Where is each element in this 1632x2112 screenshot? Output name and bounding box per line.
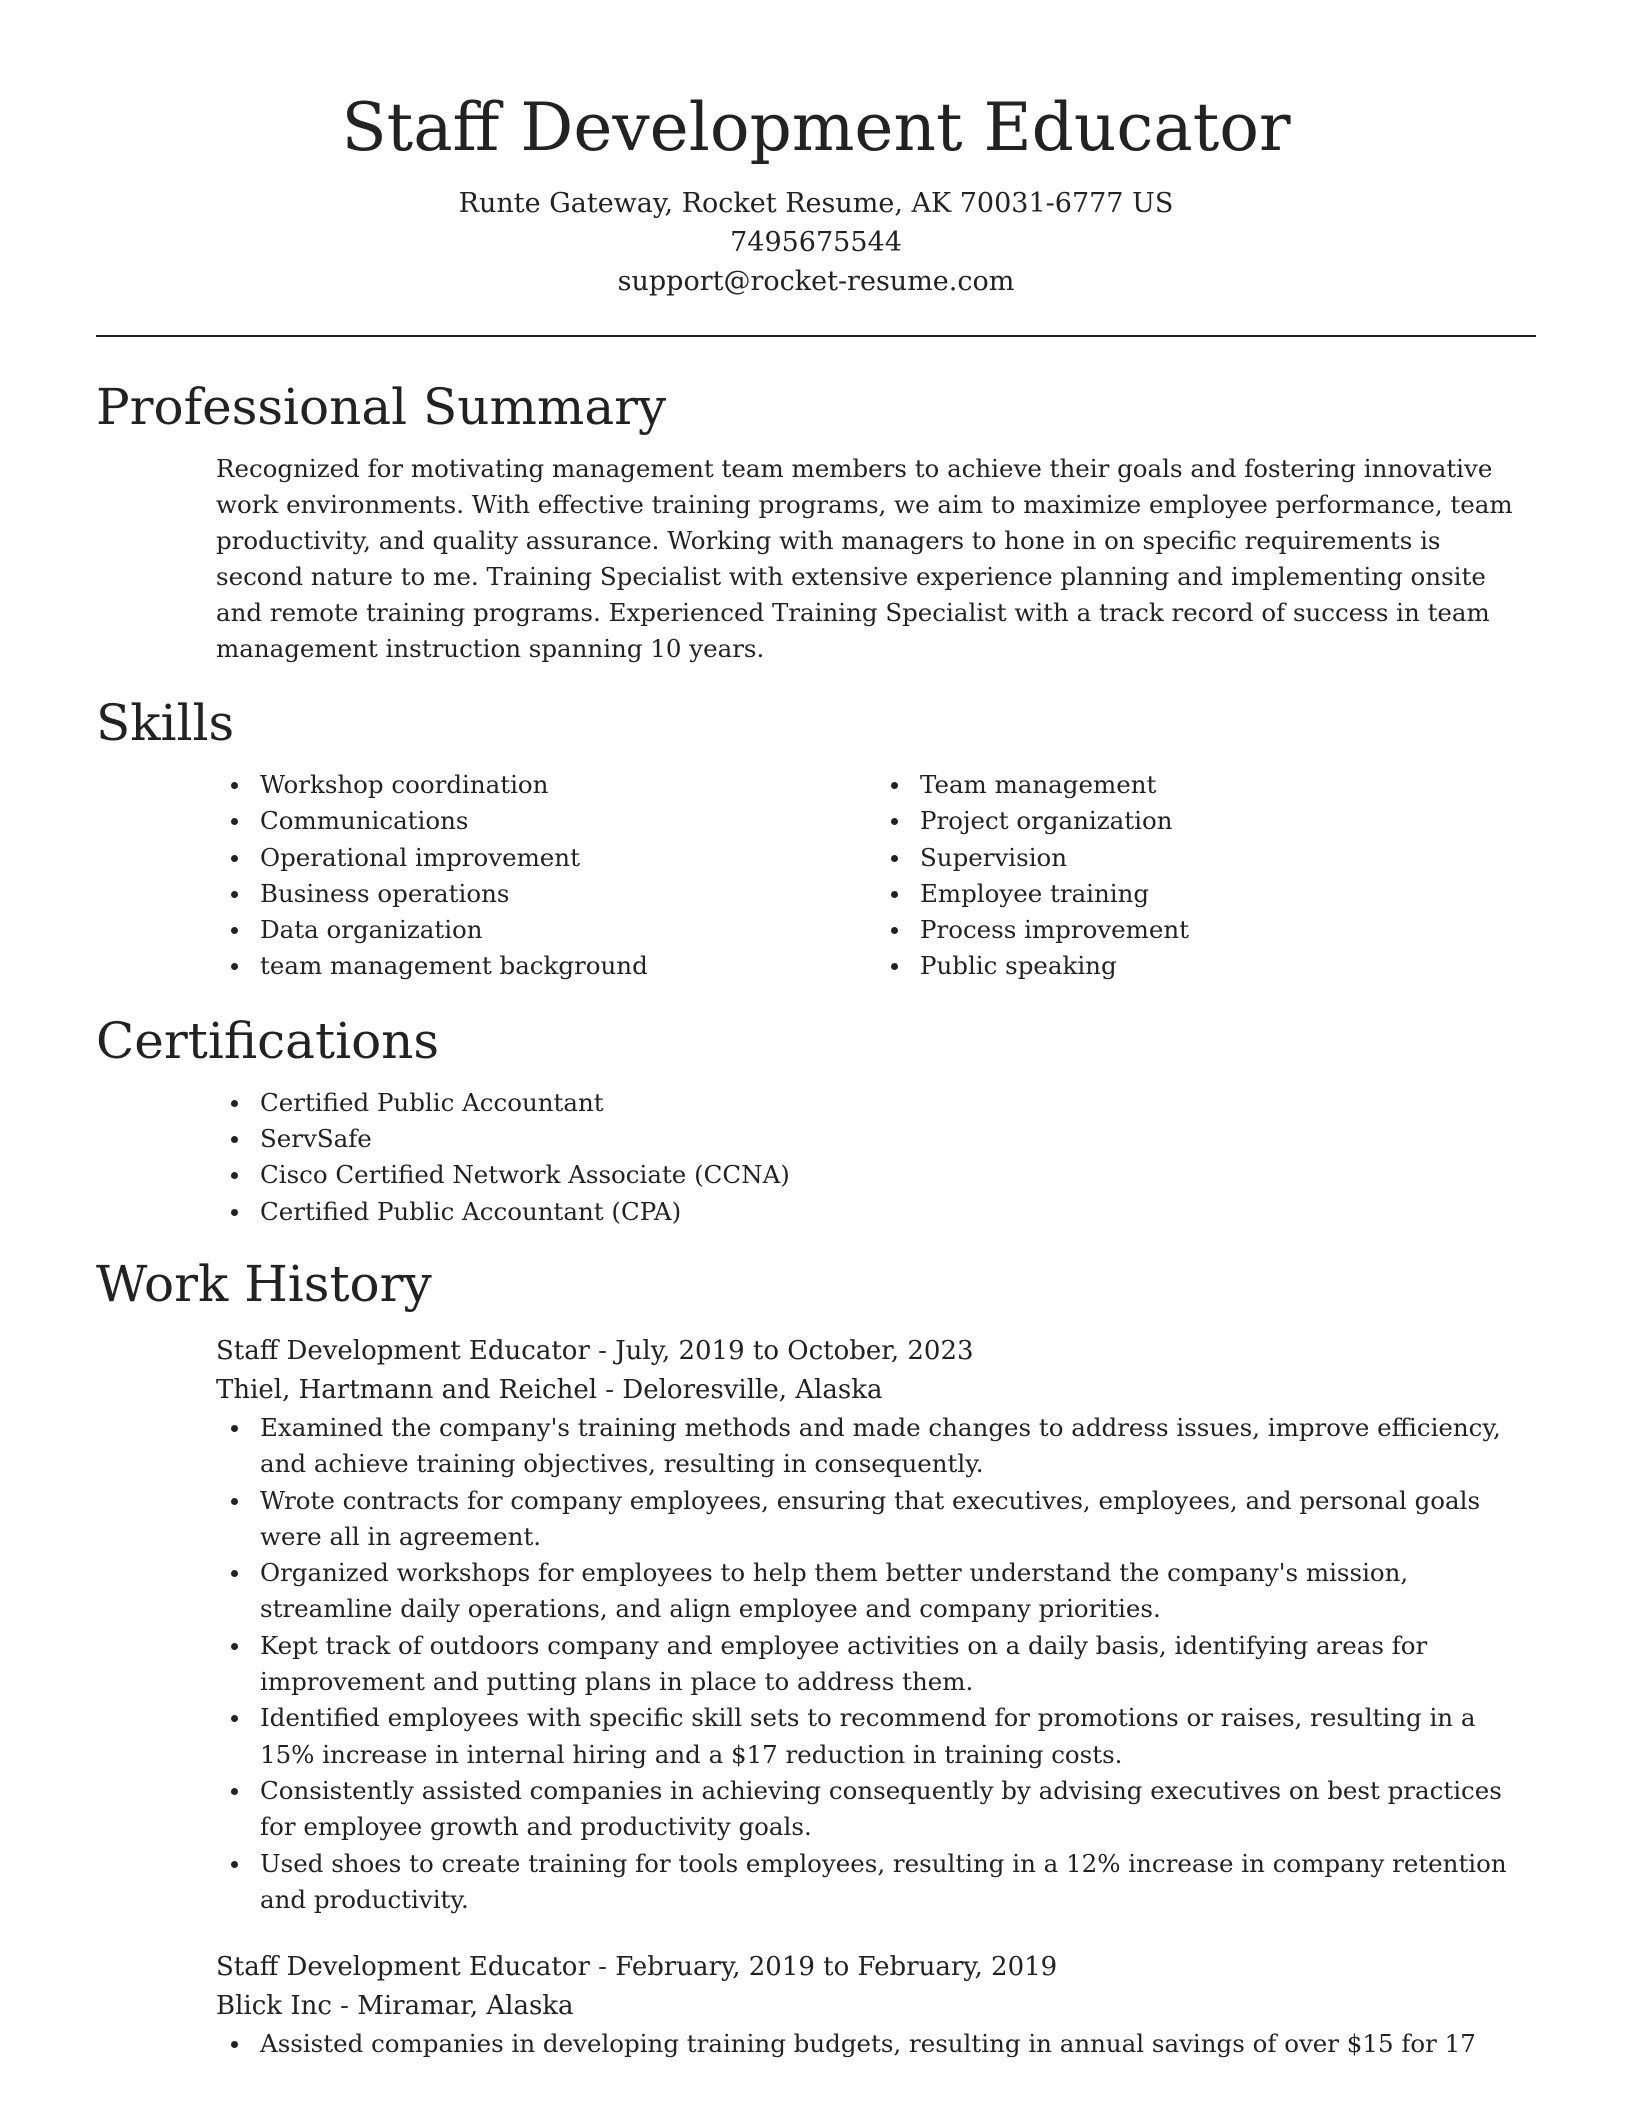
- contact-address: Runte Gateway, Rocket Resume, AK 70031-6777 US: [458, 188, 1174, 219]
- certification-item: ServSafe: [260, 1121, 1536, 1157]
- job-bullet: Identified employees with specific skill sets to recommend for promotions or raises, resulting in a 15% increase in internal hiring and a $17 reduction in training costs.: [260, 1700, 1536, 1773]
- certifications-list: [216, 1085, 1536, 1230]
- certification-item: Certified Public Accountant (CPA): [260, 1194, 1536, 1230]
- skills-column-left: [216, 767, 876, 985]
- skill-item: Team management: [920, 767, 1536, 803]
- section-title-summary: Professional Summary: [96, 378, 667, 436]
- contact-phone: 7495675544: [730, 227, 902, 258]
- contact-block: [96, 184, 1536, 301]
- skill-item: Data organization: [260, 912, 876, 948]
- skill-item: Supervision: [920, 840, 1536, 876]
- certification-item: Certified Public Accountant: [260, 1085, 1536, 1121]
- job-company: Blick Inc: [216, 1991, 332, 2022]
- job-separator: -: [589, 1335, 616, 1366]
- job-entry: [216, 1332, 1536, 1918]
- job-bullet: Wrote contracts for company employees, ensuring that executives, employees, and personal goals were all in agreement.: [260, 1483, 1536, 1556]
- job-role: Staff Development Educator: [216, 1952, 590, 1983]
- job-bullet: Consistently assisted companies in achieving consequently by advising executives on best practices for employee growth and productivity goals.: [260, 1773, 1536, 1846]
- skill-item: Business operations: [260, 876, 876, 912]
- job-bullet: Used shoes to create training for tools employees, resulting in a 12% increase in company retention and productivity.: [260, 1846, 1536, 1919]
- skill-item: Operational improvement: [260, 840, 876, 876]
- header-divider: [96, 335, 1536, 337]
- job-company-line: [216, 1987, 1536, 2026]
- job-bullets: [216, 1410, 1536, 1918]
- job-separator: -: [597, 1374, 623, 1405]
- job-location: Deloresville, Alaska: [622, 1374, 883, 1405]
- resume-name: Staff Development Educator: [341, 89, 1291, 166]
- job-location: Miramar, Alaska: [357, 1991, 574, 2022]
- section-title-work-history: Work History: [96, 1254, 432, 1313]
- job-role: Staff Development Educator: [216, 1335, 590, 1366]
- job-company: Thiel, Hartmann and Reichel: [216, 1374, 598, 1405]
- job-bullet: Organized workshops for employees to help them better understand the company's mission, streamline daily operations, and align employee and company priorities.: [260, 1555, 1536, 1628]
- job-title-line: [216, 1948, 1536, 1987]
- contact-email: support@rocket-resume.com: [617, 266, 1015, 297]
- job-bullet: Kept track of outdoors company and employee activities on a daily basis, identifying areas for improvement and putting plans in place to address them.: [260, 1628, 1536, 1701]
- skill-item: Project organization: [920, 803, 1536, 839]
- skill-item: Communications: [260, 803, 876, 839]
- skill-item: Workshop coordination: [260, 767, 876, 803]
- resume-page: [96, 0, 1536, 2062]
- job-entry: [216, 1948, 1536, 2062]
- certifications-bullets: [216, 1085, 1536, 1230]
- job-dates: July, 2019 to October, 2023: [615, 1335, 974, 1366]
- job-separator: -: [589, 1952, 616, 1983]
- job-dates: February, 2019 to February, 2019: [615, 1952, 1058, 1983]
- job-separator: -: [331, 1991, 358, 2022]
- section-title-certifications: Certifications: [96, 1011, 440, 1070]
- job-bullet: Assisted companies in developing training budgets, resulting in annual savings of over $15 for 17: [260, 2026, 1536, 2062]
- skill-item: Public speaking: [920, 948, 1536, 984]
- skill-item: Employee training: [920, 876, 1536, 912]
- job-bullets: [216, 2026, 1536, 2062]
- skill-item: team management background: [260, 948, 876, 984]
- skills-column-right: [876, 767, 1536, 985]
- job-bullet: Examined the company's training methods and made changes to address issues, improve efficiency, and achieve training objectives, resulting in consequently.: [260, 1410, 1536, 1483]
- job-company-line: [216, 1371, 1536, 1410]
- certification-item: Cisco Certified Network Associate (CCNA): [260, 1157, 1536, 1193]
- summary-text: Recognized for motivating management team members to achieve their goals and fostering innovative work environments. With effective training programs, we aim to maximize employee performance, team productivity, and quality assurance. Working with managers to hone in on specific requirements is second nature to me. Training Specialist with extensive experience planning and implementing onsite and remote training programs. Experienced Training Specialist with a track record of success in team management instruction spanning 10 years.: [216, 454, 1513, 663]
- skill-item: Process improvement: [920, 912, 1536, 948]
- skills-list: [216, 767, 1536, 985]
- job-title-line: [216, 1332, 1536, 1371]
- section-title-skills: Skills: [96, 694, 235, 752]
